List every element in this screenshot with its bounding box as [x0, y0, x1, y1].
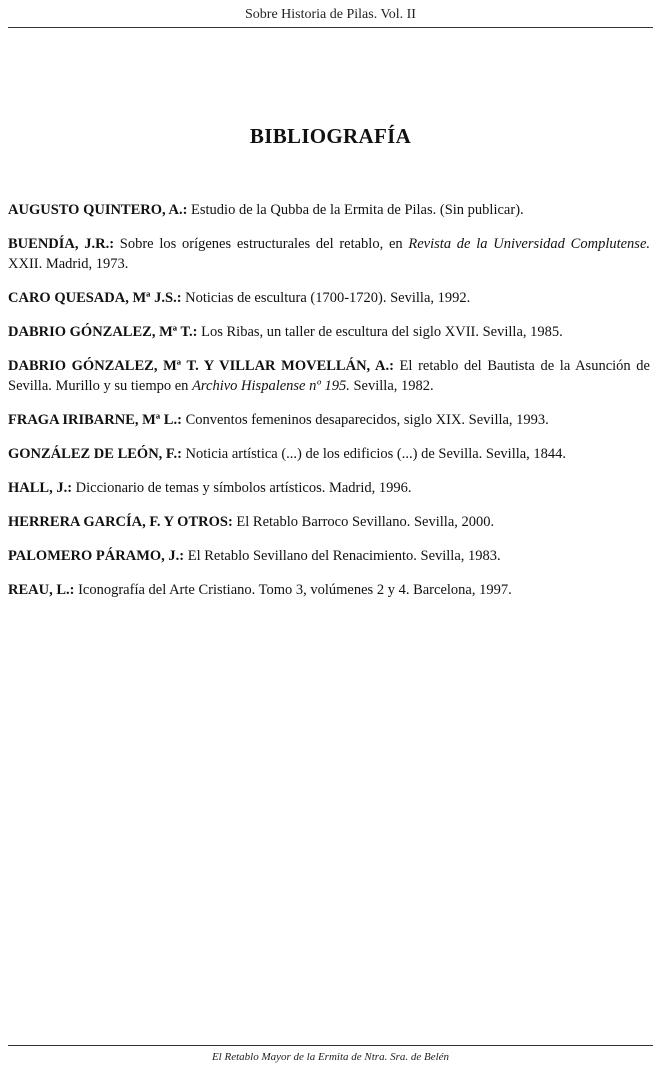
entry-text: Iconografía del Arte Cristiano. Tomo 3, volúmenes 2 y 4. Barcelona, 1997. — [74, 582, 512, 598]
footer-rule — [8, 1045, 653, 1046]
bibliography-entry — [8, 546, 650, 566]
entry-author: PALOMERO PÁRAMO, J.: — [8, 548, 185, 564]
page-title: BIBLIOGRAFÍA — [249, 124, 412, 148]
bibliography-entry — [8, 234, 650, 274]
bibliography-entry — [8, 322, 650, 342]
running-footer: El Retablo Mayor de la Ermita de Ntra. Sra. de Belén — [211, 1051, 450, 1063]
entry-author: DABRIO GÓNZALEZ, Mª T. Y VILLAR MOVELLÁN, A.: — [8, 358, 394, 374]
entry-author: HERRERA GARCÍA, F. Y OTROS: — [8, 514, 233, 530]
entry-text: Conventos femeninos desaparecidos, siglo XIX. Sevilla, 1993. — [181, 412, 549, 428]
entry-text: Noticia artística (...) de los edificios (...) de Sevilla. Sevilla, 1844. — [181, 446, 567, 462]
entry-author: FRAGA IRIBARNE, Mª L.: — [8, 412, 182, 428]
entry-text: Los Ribas, un taller de escultura del siglo XVII. Sevilla, 1985. — [197, 324, 563, 340]
entry-text: El Retablo Barroco Sevillano. Sevilla, 2000. — [232, 514, 495, 530]
bibliography-entry — [8, 580, 650, 600]
entry-author: REAU, L.: — [8, 582, 75, 598]
bibliography-entry — [8, 512, 650, 532]
entry-text: Noticias de escultura (1700-1720). Sevilla, 1992. — [181, 290, 471, 306]
entry-tail: XXII. Madrid, 1973. — [8, 256, 129, 272]
entry-author: DABRIO GÓNZALEZ, Mª T.: — [8, 324, 198, 340]
running-header: Sobre Historia de Pilas. Vol. II — [245, 7, 416, 22]
bibliography-list — [8, 200, 650, 614]
bibliography-entry — [8, 200, 650, 220]
bibliography-entry — [8, 444, 650, 464]
bibliography-entry — [8, 410, 650, 430]
entry-tail: Sevilla, 1982. — [349, 378, 434, 394]
header-rule — [8, 27, 653, 28]
bibliography-entry — [8, 478, 650, 498]
entry-text: Estudio de la Qubba de la Ermita de Pilas. (Sin publicar). — [187, 202, 524, 218]
entry-text: El retablo del Bautista de la Asunción de Sevilla. Murillo y su tiempo en — [8, 358, 650, 394]
entry-author: CARO QUESADA, Mª J.S.: — [8, 290, 182, 306]
entry-text: Diccionario de temas y símbolos artísticos. Madrid, 1996. — [72, 480, 412, 496]
entry-author: GONZÁLEZ DE LEÓN, F.: — [8, 446, 182, 462]
entry-author: AUGUSTO QUINTERO, A.: — [8, 202, 188, 218]
bibliography-entry — [8, 288, 650, 308]
entry-author: BUENDÍA, J.R.: — [8, 236, 115, 252]
entry-author: HALL, J.: — [8, 480, 73, 496]
bibliography-entry — [8, 356, 650, 396]
entry-text: El Retablo Sevillano del Renacimiento. Sevilla, 1983. — [184, 548, 501, 564]
entry-italic-title: Revista de la Universidad Complutense. — [408, 236, 651, 252]
entry-italic-title: Archivo Hispalense nº 195. — [192, 378, 350, 394]
entry-text: Sobre los orígenes estructurales del retablo, en — [114, 236, 409, 252]
